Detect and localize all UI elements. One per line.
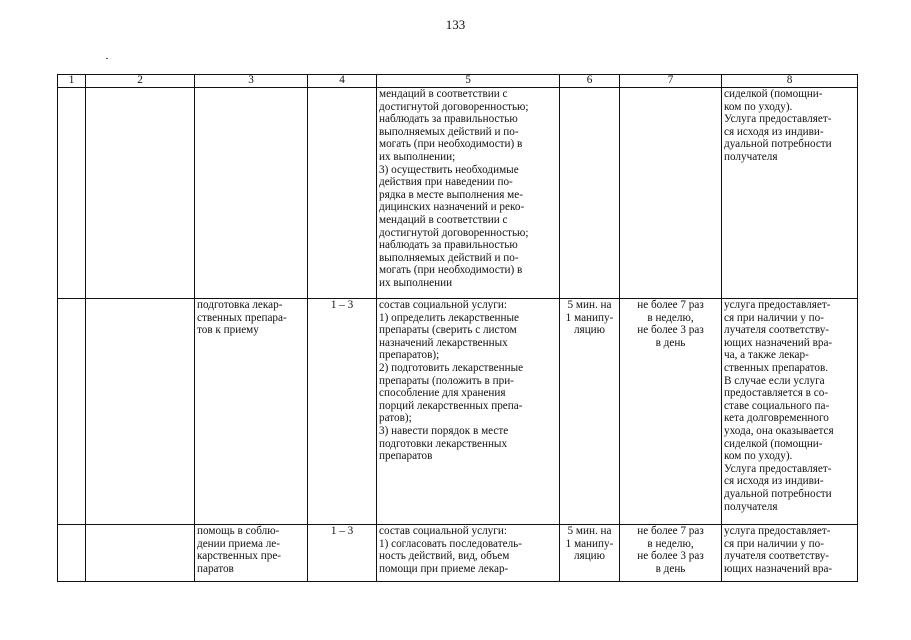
table-cell xyxy=(58,525,86,582)
service-name-cell: помощь в соблю- дении приема ле- карственных пре- паратов xyxy=(195,525,308,582)
code-cell: 1 – 3 xyxy=(308,299,377,525)
column-header: 3 xyxy=(195,75,308,88)
table-cell xyxy=(58,88,86,299)
table-row xyxy=(58,525,858,582)
frequency-cell xyxy=(620,88,722,299)
service-name-cell: подготовка лекар- ственных препара- тов к приему xyxy=(195,299,308,525)
column-header: 1 xyxy=(58,75,86,88)
conditions-cell: сиделкой (помощни- ком по уходу). Услуга предоставляет- ся исходя из индиви- дуальной потребности получателя xyxy=(722,88,858,299)
conditions-cell: услуга предоставляет- ся при наличии у по- лучателя соответству- ющих назначений вра- ча, а также лекар- ственных препаратов. В случае если услуга предоставляется в со- ставе социального па- кета долговременного ухода, она оказывается сиделкой (помощни- ком по уходу). Услуга предоставляет- ся исходя из индиви- дуальной потребности получателя xyxy=(722,299,858,525)
service-composition-cell: состав социальной услуги: 1) согласовать последователь- ность действий, вид, объем помощи при приеме лекар- xyxy=(377,525,560,582)
code-cell: 1 – 3 xyxy=(308,525,377,582)
page-number: 133 xyxy=(445,17,466,32)
column-header: 7 xyxy=(620,75,722,88)
time-norm-cell: 5 мин. на 1 манипу- ляцию xyxy=(560,299,620,525)
service-composition-cell: мендаций в соответствии с достигнутой договоренностью; наблюдать за правильностью выполняемых действий и по- могать (при необходимости) в их выполнении; 3) осуществить необходимые действия при наведении по- рядка в месте выполнения ме- дицинских назначений и реко- мендаций в соответствии с достигнутой договоренностью; наблюдать за правильностью выполняемых действий и по- могать (при необходимости) в их выполнении xyxy=(377,88,560,299)
frequency-cell: не более 7 раз в неделю, не более 3 раз в день xyxy=(620,525,722,582)
column-header: 4 xyxy=(308,75,377,88)
column-header: 8 xyxy=(722,75,858,88)
table-cell xyxy=(86,299,195,525)
column-header: 6 xyxy=(560,75,620,88)
table-header-row xyxy=(58,75,858,88)
frequency-cell: не более 7 раз в неделю, не более 3 раз в день xyxy=(620,299,722,525)
code-cell xyxy=(308,88,377,299)
time-norm-cell: 5 мин. на 1 манипу- ляцию xyxy=(560,525,620,582)
column-header: 2 xyxy=(86,75,195,88)
table-row xyxy=(58,88,858,299)
services-table xyxy=(57,74,858,582)
scan-speck xyxy=(106,58,108,59)
time-norm-cell xyxy=(560,88,620,299)
table-row xyxy=(58,299,858,525)
table-cell xyxy=(86,525,195,582)
service-name-cell xyxy=(195,88,308,299)
service-composition-cell: состав социальной услуги: 1) определить лекарственные препараты (сверить с листом назначений лекарственных препаратов); 2) подготовить лекарственные препараты (положить в при- способление для хранения порций лекарственных препа- ратов); 3) навести порядок в месте подготовки лекарственных препаратов xyxy=(377,299,560,525)
column-header: 5 xyxy=(377,75,560,88)
table-cell xyxy=(86,88,195,299)
conditions-cell: услуга предоставляет- ся при наличии у по- лучателя соответству- ющих назначений вра- xyxy=(722,525,858,582)
table-cell xyxy=(58,299,86,525)
